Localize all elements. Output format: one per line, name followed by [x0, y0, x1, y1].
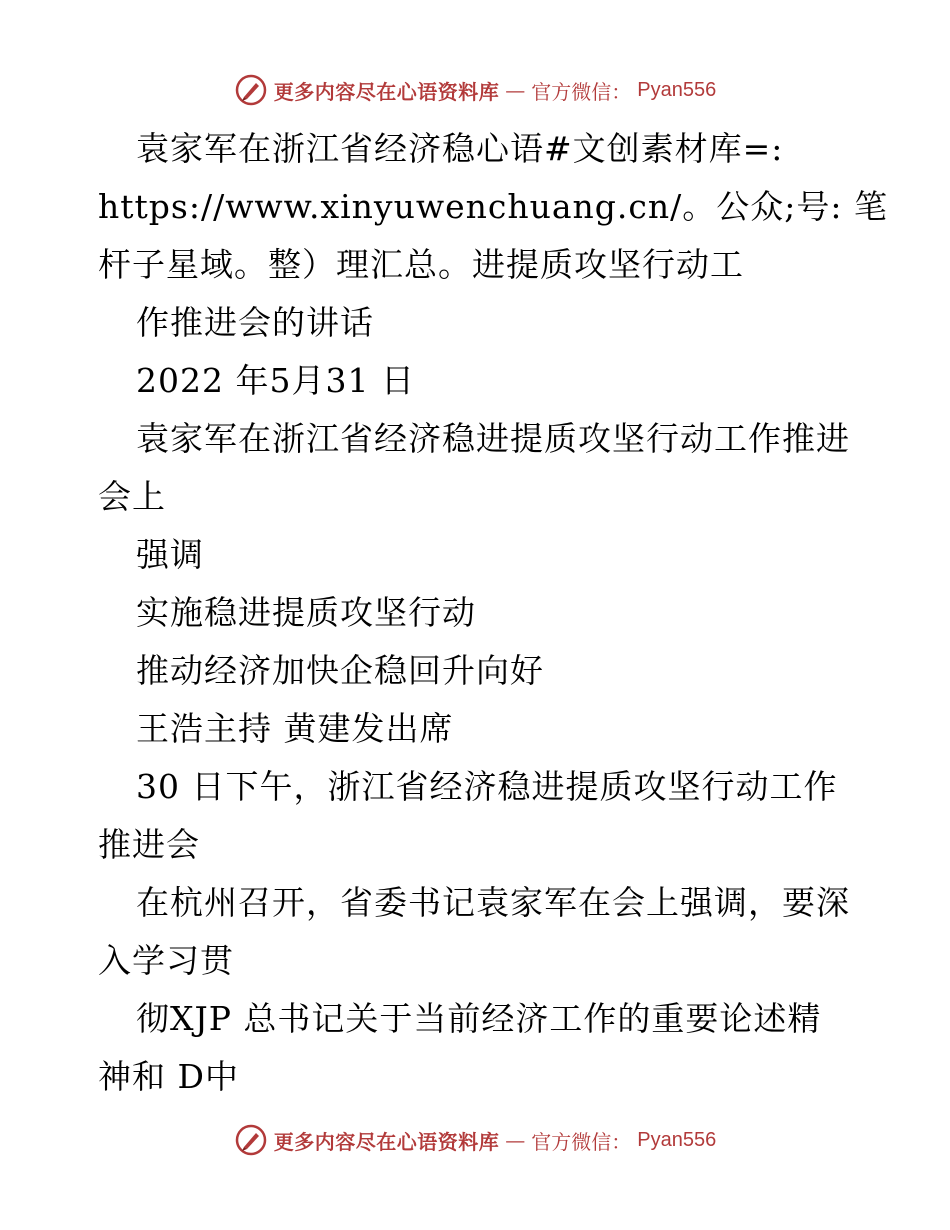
watermark-wechat-id: Pyan556 — [637, 1128, 717, 1151]
paragraph-line: https://www.xinyuwenchuang.cn/。公众;号: 笔 — [98, 187, 888, 226]
paragraph-line: 在杭州召开，省委书记袁家军在会上强调，要深 — [136, 883, 850, 922]
paragraph-line: 袁家军在浙江省经济稳进提质攻坚行动工作推进 — [136, 419, 850, 458]
paragraph-line: 实施稳进提质攻坚行动 — [136, 593, 476, 632]
paragraph-line: 作推进会的讲话 — [136, 303, 374, 342]
paragraph-line: 入学习贯 — [98, 941, 234, 980]
paragraph-line: 30 日下午，浙江省经济稳进提质攻坚行动工作 — [136, 767, 838, 806]
watermark-wechat-id: Pyan556 — [637, 78, 717, 101]
paragraph-line: 王浩主持 黄建发出席 — [136, 709, 454, 748]
pen-logo-icon — [234, 73, 268, 107]
watermark-text: 更多内容尽在心语资料库 — [273, 79, 500, 104]
watermark-dash: — — [505, 1128, 526, 1152]
paragraph-line: 袁家军在浙江省经济稳心语#文创素材库=: — [136, 129, 784, 168]
watermark-banner-top — [0, 70, 950, 110]
watermark-wechat-label: 官方微信： — [531, 1129, 632, 1154]
watermark-banner-bottom — [0, 1120, 950, 1160]
watermark-dash: — — [505, 78, 526, 102]
pen-logo-icon — [234, 1123, 268, 1157]
paragraph-line: 彻XJP 总书记关于当前经济工作的重要论述精 — [136, 999, 822, 1038]
date-line: 2022 年5月31 日 — [136, 361, 415, 400]
paragraph-line: 推动经济加快企稳回升向好 — [136, 651, 544, 690]
paragraph-line: 会上 — [98, 477, 166, 516]
paragraph-line: 杆子星域。整）理汇总。进提质攻坚行动工 — [98, 245, 744, 284]
paragraph-line: 强调 — [136, 535, 204, 574]
document-body — [98, 120, 888, 1106]
paragraph-line: 神和 D中 — [98, 1057, 239, 1096]
paragraph-line: 推进会 — [98, 825, 200, 864]
watermark-text: 更多内容尽在心语资料库 — [273, 1129, 500, 1154]
watermark-wechat-label: 官方微信： — [531, 79, 632, 104]
